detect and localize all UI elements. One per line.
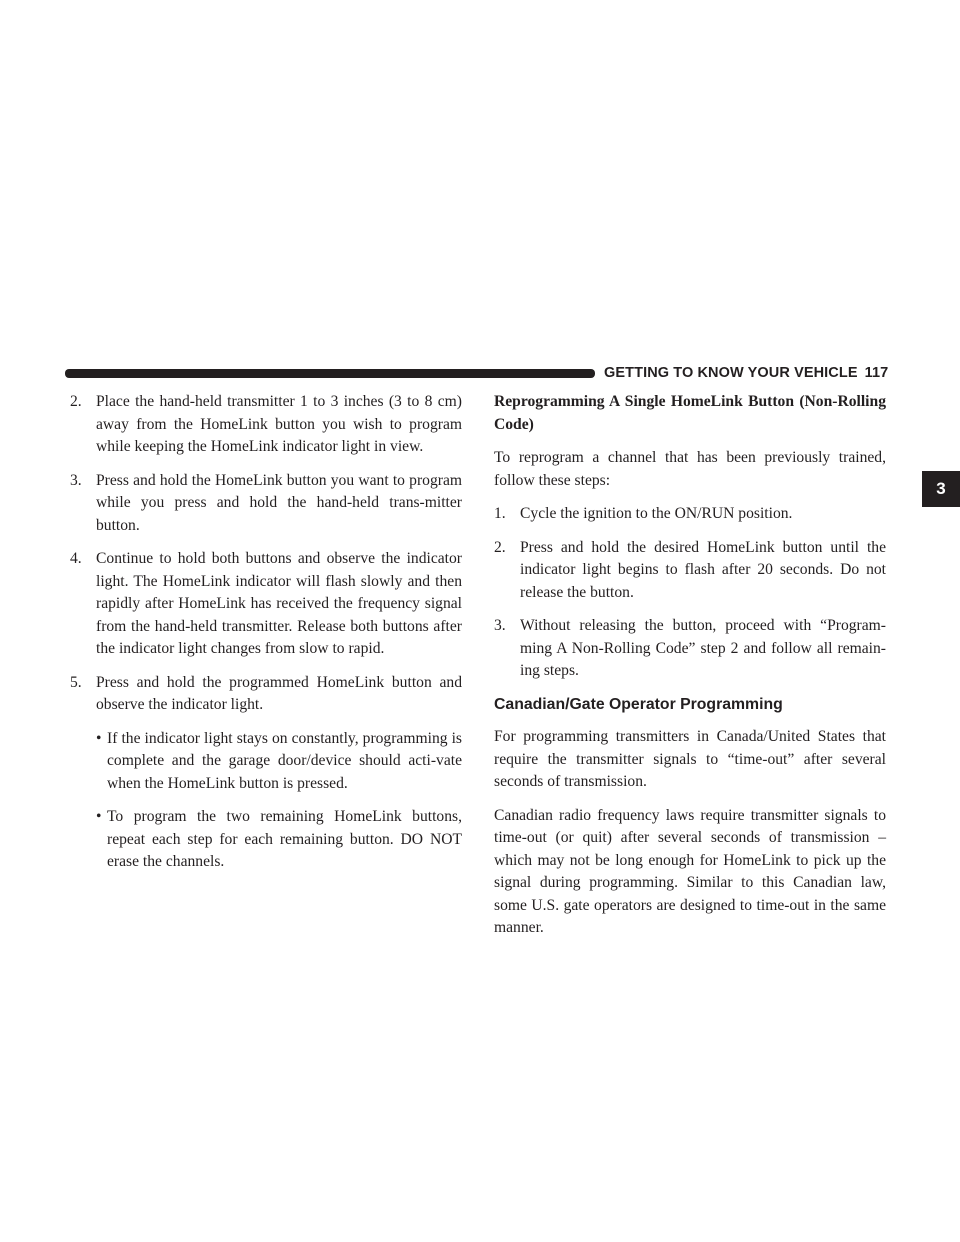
step-text: Without releasing the button, proceed with “Program-ming A Non-Rolling Code” step 2 and follow all remain-ing steps. bbox=[520, 617, 886, 679]
step-number: 2. bbox=[70, 393, 82, 410]
step-2 bbox=[70, 391, 462, 459]
step-text: Press and hold the desired HomeLink button until the indicator light begins to flash after 20 seconds. Do not release the button. bbox=[520, 538, 886, 601]
step-number: 3. bbox=[70, 471, 82, 489]
bullet-text: If the indicator light stays on constantly, programming is complete and the garage door/device should acti-vate when the HomeLink button is pressed. bbox=[107, 729, 462, 792]
section-title: GETTING TO KNOW YOUR VEHICLE bbox=[604, 365, 858, 381]
canadian-paragraph: For programming transmitters in Canada/United States that require the transmitter signals to “time-out” after several seconds of transmission. bbox=[494, 728, 886, 790]
chapter-tab: 3 bbox=[922, 471, 960, 507]
step-text: Press and hold the programmed HomeLink button and observe the indicator light. bbox=[96, 673, 462, 713]
right-column bbox=[494, 391, 886, 951]
bullet-text: To program the two remaining HomeLink buttons, repeat each step for each remaining button. DO NOT erase the channels. bbox=[107, 808, 462, 870]
step-3 bbox=[70, 470, 462, 538]
step-text: Press and hold the HomeLink button you want to program while you press and hold the hand-held trans-mitter button. bbox=[96, 471, 462, 534]
step-5 bbox=[70, 672, 462, 717]
step-number: 4. bbox=[70, 550, 82, 567]
header-rule bbox=[65, 369, 595, 378]
running-header bbox=[604, 365, 888, 381]
step-number: 3. bbox=[494, 617, 506, 634]
reprogram-step-3 bbox=[494, 615, 886, 683]
bullet-item bbox=[70, 728, 462, 796]
canadian-paragraph: Canadian radio frequency laws require transmitter signals to time-out (or quit) after several seconds of transmission – which may not be long enough for HomeLink to pick up the signal during programming. Similar to this Canadian law, some U.S. gate operators are designed to time-out in the same manner. bbox=[494, 806, 886, 936]
page-number: 117 bbox=[864, 365, 889, 381]
step-text: Continue to hold both buttons and observe the indicator light. The HomeLink indicator will flash slowly and then rapidly after HomeLink has received the frequency signal from the hand-held transmitter. Release both buttons after the indicator light changes from slow to rapid. bbox=[96, 550, 462, 657]
canadian-heading: Canadian/Gate Operator Programming bbox=[494, 695, 783, 713]
bullet-icon: • bbox=[96, 808, 102, 825]
bullet-icon: • bbox=[96, 729, 102, 747]
left-column bbox=[70, 391, 462, 885]
reprogram-step-2 bbox=[494, 537, 886, 605]
bullet-item bbox=[70, 806, 462, 874]
step-number: 1. bbox=[494, 505, 506, 522]
step-text: Cycle the ignition to the ON/RUN position. bbox=[520, 505, 793, 522]
step-text: Place the hand-held transmitter 1 to 3 inches (3 to 8 cm) away from the HomeLink button you wish to program while keeping the HomeLink indicator light in view. bbox=[96, 393, 462, 455]
reprogram-step-1 bbox=[494, 503, 886, 526]
reprogram-heading: Reprogramming A Single HomeLink Button (Non-Rolling Code) bbox=[494, 393, 886, 433]
step-number: 5. bbox=[70, 673, 82, 691]
step-number: 2. bbox=[494, 538, 506, 556]
reprogram-intro: To reprogram a channel that has been previously trained, follow these steps: bbox=[494, 449, 886, 489]
step-4 bbox=[70, 548, 462, 661]
